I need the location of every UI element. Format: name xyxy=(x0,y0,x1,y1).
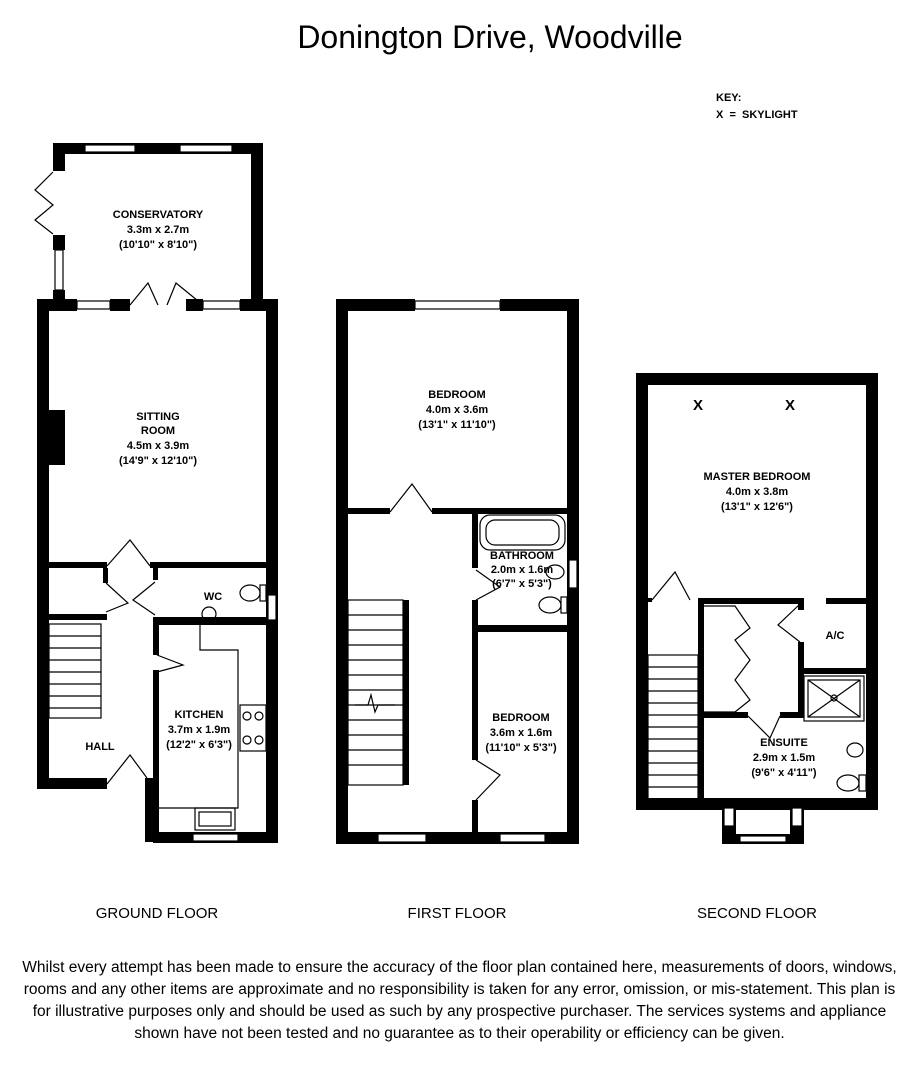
conservatory-name: CONSERVATORY xyxy=(112,209,204,221)
kitchen-door xyxy=(157,655,183,672)
ac-name: A/C xyxy=(825,630,845,642)
sitting-room-window xyxy=(77,301,110,309)
ground-stairs xyxy=(49,624,101,718)
second-left-wall xyxy=(636,373,648,810)
second-right-wall xyxy=(866,373,878,810)
sitting-room-window xyxy=(203,301,240,309)
bedroom-front-door xyxy=(390,484,432,512)
first-stairs xyxy=(348,600,403,785)
key-heading: KEY: xyxy=(716,92,742,104)
kitchen-metric: 3.7m x 1.9m xyxy=(167,724,231,736)
conservatory-imperial: (10'10" x 8'10") xyxy=(118,239,198,251)
bedroom-front-metric: 4.0m x 3.6m xyxy=(425,404,489,416)
master-bedroom-metric: 4.0m x 3.8m xyxy=(725,486,789,498)
conservatory-side-door xyxy=(35,172,53,234)
wc-toilet xyxy=(240,585,260,601)
conservatory-window xyxy=(180,145,232,152)
ensuite-toilet xyxy=(837,775,859,791)
conservatory-right-wall xyxy=(251,143,263,303)
ground-right-wall xyxy=(266,299,278,834)
first-left-wall xyxy=(336,299,348,844)
bedroom-front-window xyxy=(415,301,500,309)
conservatory-window xyxy=(85,145,135,152)
hob xyxy=(240,705,266,751)
ensuite-door xyxy=(748,716,780,738)
master-bedroom-name: MASTER BEDROOM xyxy=(703,471,811,483)
disclaimer-text: Whilst every attempt has been made to ensure the accuracy of the floor plan contained here, measurements of doors, windows, rooms and any other items are approximate and no responsibility is taken for any error, omission, or mis-statement. This plan is for illustrative purposes only and should be used as such by any prospective purchaser. The services systems and appliance shown have not been tested and no guarantee as to their operability or efficiency can be given. xyxy=(22,959,897,1042)
bathroom-metric: 2.0m x 1.6m xyxy=(490,564,554,576)
second-top-wall xyxy=(636,373,878,385)
sitting-room-door xyxy=(107,540,150,566)
conservatory-side-window xyxy=(55,250,63,290)
plan-title: Donington Drive, Woodville xyxy=(297,19,683,55)
bedroom-front-name: BEDROOM xyxy=(428,389,486,401)
sitting-room-name-line2: ROOM xyxy=(140,425,176,437)
bedroom-rear-imperial: (11'10" x 5'3") xyxy=(485,742,557,754)
ensuite-metric: 2.9m x 1.5m xyxy=(752,752,816,764)
skylight-marker: X xyxy=(784,397,796,414)
second-bottom-wall xyxy=(636,798,878,810)
hall-name: HALL xyxy=(85,741,115,753)
second-floor-label: SECOND FLOOR xyxy=(696,905,818,922)
wardrobe xyxy=(704,606,750,712)
sitting-room-metric: 4.5m x 3.9m xyxy=(126,440,190,452)
bathroom-window xyxy=(569,560,577,588)
kitchen-window xyxy=(193,834,238,841)
bathroom-name: BATHROOM xyxy=(490,550,554,562)
bathroom-imperial: (6'7" x 5'3") xyxy=(492,578,552,590)
conservatory-metric: 3.3m x 2.7m xyxy=(126,224,190,236)
ensuite-basin xyxy=(847,743,863,757)
second-stairs xyxy=(648,655,698,800)
kitchen-sink xyxy=(195,808,235,830)
bedroom-front-imperial: (13'1" x 11'10") xyxy=(418,419,496,431)
wc-door xyxy=(133,582,155,615)
skylight-marker: X xyxy=(692,397,704,414)
master-bedroom-imperial: (13'1" x 12'6") xyxy=(721,501,793,513)
bathroom-toilet xyxy=(539,597,561,613)
bedroom-rear-door xyxy=(476,760,500,800)
first-floor-label: FIRST FLOOR xyxy=(407,905,507,922)
master-bedroom-door xyxy=(652,572,690,600)
ensuite-name: ENSUITE xyxy=(760,737,808,749)
sitting-room-name-line1: SITTING xyxy=(136,411,180,423)
chimney-breast xyxy=(49,410,65,465)
first-rear-window xyxy=(378,834,426,842)
ground-left-wall xyxy=(37,299,49,789)
ground-floor-label: GROUND FLOOR xyxy=(95,905,219,922)
bedroom-rear-metric: 3.6m x 1.6m xyxy=(489,727,553,739)
ac-door xyxy=(778,604,800,642)
bay-window xyxy=(740,836,786,842)
kitchen-name: KITCHEN xyxy=(174,709,224,721)
sitting-room-imperial: (14'9" x 12'10") xyxy=(118,455,198,467)
front-door xyxy=(107,755,147,784)
wc-window xyxy=(268,595,276,620)
key-entry: X = SKYLIGHT xyxy=(716,109,798,121)
ensuite-imperial: (9'6" x 4'11") xyxy=(751,767,817,779)
kitchen-imperial: (12'2" x 6'3") xyxy=(166,739,232,751)
bedroom-rear-name: BEDROOM xyxy=(492,712,550,724)
bedroom-rear-window xyxy=(500,834,545,842)
wc-name: WC xyxy=(203,591,223,603)
